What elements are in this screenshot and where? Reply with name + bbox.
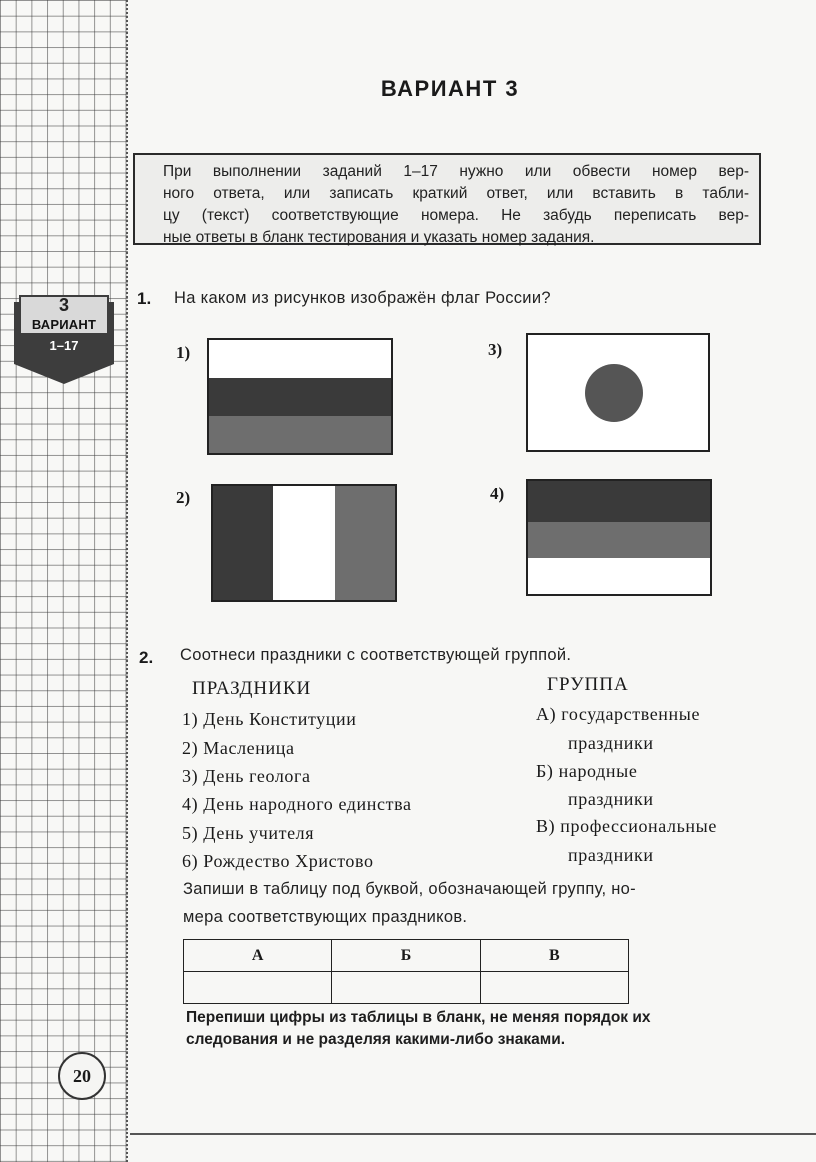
option-2-label[interactable]: 2): [176, 488, 191, 507]
table-header-c: В: [480, 940, 628, 972]
copy-note: [186, 1007, 776, 1051]
page-title: ВАРИАНТ 3: [380, 76, 520, 101]
groups-heading: ГРУППА: [547, 674, 629, 695]
holiday-item: 5) День учителя: [182, 823, 315, 843]
instructions-box: [133, 153, 761, 245]
question-2-text: Соотнеси праздники с соответствующей группой.: [180, 646, 572, 664]
answer-cell-c[interactable]: [480, 972, 628, 1004]
flag-option-2[interactable]: [211, 484, 397, 602]
note-line: следования и не разделяя какими-либо знаками.: [186, 1031, 566, 1048]
badge-range: 1–17: [49, 338, 79, 353]
group-item: праздники: [568, 733, 654, 753]
note-line: Перепиши цифры из таблицы в бланк, не меняя порядок их: [186, 1009, 651, 1026]
bottom-rule: [130, 1133, 816, 1135]
group-item: А) государственные: [536, 704, 701, 724]
table-header-row: [184, 940, 629, 972]
holiday-item: 6) Рождество Христово: [182, 851, 374, 871]
page-number: 20: [58, 1052, 106, 1100]
answer-cell-b[interactable]: [332, 972, 480, 1004]
question-1-text: На каком из рисунков изображён флаг России?: [174, 289, 551, 307]
question-1-number: 1.: [137, 289, 152, 308]
question-2-number: 2.: [139, 648, 154, 667]
group-item: праздники: [568, 845, 654, 865]
margin-grid: [0, 0, 128, 1162]
task-line: мера соответствующих праздников.: [183, 908, 468, 926]
instruction-line: цу (текст) соответствующие номера. Не забудь переписать вер-: [163, 207, 749, 224]
table-header-a: А: [184, 940, 332, 972]
flag-option-4[interactable]: [526, 479, 712, 596]
table-header-b: Б: [332, 940, 480, 972]
flag-disc: [528, 335, 708, 450]
group-item: праздники: [568, 789, 654, 809]
instruction-line: ного ответа, или записать краткий ответ, или вставить в табли-: [163, 185, 749, 202]
group-item: В) профессиональные: [536, 816, 717, 836]
group-item: Б) народные: [536, 761, 638, 781]
instruction-line: ные ответы в бланк тестирования и указать номер задания.: [163, 229, 595, 246]
holidays-heading: ПРАЗДНИКИ: [192, 678, 312, 699]
instruction-line: При выполнении заданий 1–17 нужно или обвести номер вер-: [163, 163, 749, 180]
flag-option-3[interactable]: [526, 333, 710, 452]
badge-label: ВАРИАНТ: [31, 317, 97, 332]
option-4-label[interactable]: 4): [490, 484, 505, 503]
answer-cell-a[interactable]: [184, 972, 332, 1004]
answer-table: [183, 939, 629, 1004]
holiday-item: 2) Масленица: [182, 738, 295, 758]
table-answer-row[interactable]: [184, 972, 629, 1004]
holiday-item: 4) День народного единства: [182, 794, 412, 814]
badge-number: 3: [58, 295, 69, 315]
flag-option-1[interactable]: [207, 338, 393, 455]
holiday-item: 1) День Конституции: [182, 709, 357, 729]
holiday-item: 3) День геолога: [182, 766, 311, 786]
variant-badge: [14, 292, 114, 384]
option-3-label[interactable]: 3): [488, 340, 503, 359]
option-1-label[interactable]: 1): [176, 343, 191, 362]
task-line: Запиши в таблицу под буквой, обозначающей группу, но-: [183, 880, 636, 898]
